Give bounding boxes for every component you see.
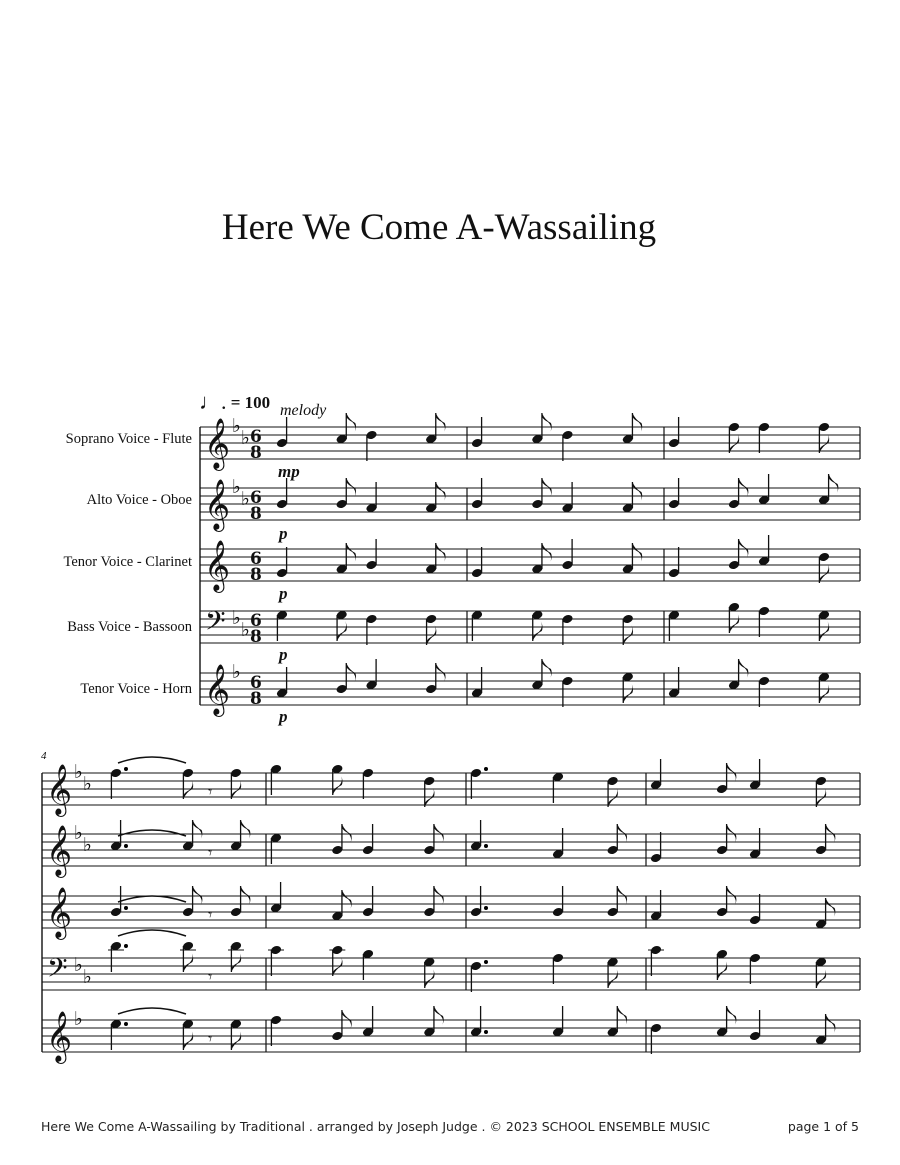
flat-sign-icon: ♭ — [241, 488, 250, 510]
treble-clef-icon: 𝄞 — [46, 1011, 73, 1062]
augmentation-dot — [124, 906, 128, 910]
augmentation-dot — [124, 944, 128, 948]
note-flag — [623, 683, 633, 703]
tie — [118, 896, 186, 902]
instrument-label-horn: Tenor Voice - Horn — [80, 681, 192, 697]
note-flag — [231, 1030, 241, 1050]
instrument-label-clarinet: Tenor Voice - Clarinet — [63, 554, 192, 570]
dynamic-marking: p — [279, 584, 288, 603]
dynamic-marking: p — [279, 707, 288, 726]
copyright-footer: Here We Come A-Wassailing by Traditional . arranged by Joseph Judge . © 2023 SCHOOL ENSEMBLE MUSIC — [41, 1119, 710, 1134]
note-flag — [632, 482, 642, 502]
flat-sign-icon: ♭ — [74, 954, 83, 976]
eighth-rest-icon: 𝄾 — [208, 967, 213, 986]
time-signature-top: 6 — [250, 549, 262, 569]
tie — [118, 757, 186, 763]
flat-sign-icon: ♭ — [232, 607, 241, 629]
note-flag — [542, 413, 552, 433]
instrument-label-flute: Soprano Voice - Flute — [65, 431, 192, 447]
dynamic-marking: mp — [278, 462, 300, 481]
augmentation-dot — [484, 844, 488, 848]
note-flag — [816, 968, 826, 988]
note-flag — [826, 898, 836, 918]
treble-clef-icon: 𝄞 — [204, 664, 231, 715]
note-flag — [193, 820, 203, 840]
flat-sign-icon: ♭ — [241, 619, 250, 641]
eighth-rest-icon: 𝄾 — [208, 782, 213, 801]
flat-sign-icon: ♭ — [74, 822, 83, 844]
treble-clef-icon: 𝄞 — [46, 825, 73, 876]
dotted-quarter-note-icon: ♩. — [199, 389, 227, 414]
augmentation-dot — [484, 1030, 488, 1034]
page-number: page 1 of 5 — [787, 1119, 859, 1134]
augmentation-dot — [484, 906, 488, 910]
bass-clef-icon: 𝄢 — [47, 952, 68, 990]
note-flag — [346, 413, 356, 433]
time-signature-top: 6 — [250, 673, 262, 693]
note-flag — [617, 1006, 627, 1026]
note-flag — [717, 960, 727, 980]
page-title: Here We Come A-Wassailing — [221, 207, 657, 248]
tie — [118, 830, 186, 836]
note-flag — [826, 1014, 836, 1034]
flat-sign-icon: ♭ — [232, 476, 241, 498]
augmentation-dot — [124, 767, 128, 771]
note-flag — [231, 952, 241, 972]
instrument-label-bassoon: Bass Voice - Bassoon — [67, 619, 192, 635]
dynamic-marking: p — [279, 524, 288, 543]
time-signature-top: 6 — [250, 427, 262, 447]
time-signature-top: 6 — [250, 488, 262, 508]
measure-number: 4 — [41, 750, 47, 762]
eighth-rest-icon: 𝄾 — [208, 1029, 213, 1048]
note-flag — [729, 613, 739, 633]
note-flag — [533, 621, 543, 641]
note-flag — [436, 413, 446, 433]
note-flag — [727, 1006, 737, 1026]
note-flag — [632, 543, 642, 563]
note-flag — [337, 621, 347, 641]
note-flag — [739, 659, 749, 679]
note-flag — [819, 683, 829, 703]
flat-sign-icon: ♭ — [74, 761, 83, 783]
flat-sign-icon: ♭ — [74, 1008, 83, 1030]
time-signature-bottom: 8 — [250, 565, 262, 585]
treble-clef-icon: 𝄞 — [204, 418, 231, 469]
time-signature-bottom: 8 — [250, 689, 262, 709]
note-flag — [436, 482, 446, 502]
expression-text: melody — [280, 402, 327, 419]
note-flag — [542, 659, 552, 679]
note-flag — [608, 968, 618, 988]
note-flag — [819, 621, 829, 641]
eighth-rest-icon: 𝄾 — [208, 843, 213, 862]
flat-sign-icon: ♭ — [83, 773, 92, 795]
note-flag — [183, 952, 193, 972]
flat-sign-icon: ♭ — [83, 834, 92, 856]
note-flag — [346, 543, 356, 563]
treble-clef-icon: 𝄞 — [46, 887, 73, 938]
treble-clef-icon: 𝄞 — [204, 540, 231, 591]
augmentation-dot — [484, 767, 488, 771]
eighth-rest-icon: 𝄾 — [208, 905, 213, 924]
instrument-label-oboe: Alto Voice - Oboe — [86, 492, 192, 508]
time-signature-bottom: 8 — [250, 627, 262, 647]
bass-clef-icon: 𝄢 — [205, 605, 226, 643]
note-flag — [542, 543, 552, 563]
time-signature-bottom: 8 — [250, 504, 262, 524]
note-flag — [333, 775, 343, 795]
flat-sign-icon: ♭ — [241, 427, 250, 449]
flat-sign-icon: ♭ — [83, 966, 92, 988]
dynamic-marking: p — [279, 645, 288, 664]
augmentation-dot — [124, 1022, 128, 1026]
tie — [118, 930, 186, 936]
time-signature-bottom: 8 — [250, 443, 262, 463]
note-flag — [241, 820, 251, 840]
note-flag — [436, 543, 446, 563]
treble-clef-icon: 𝄞 — [204, 479, 231, 530]
tie — [118, 1008, 186, 1014]
note-flag — [183, 1030, 193, 1050]
flat-sign-icon: ♭ — [232, 661, 241, 683]
flat-sign-icon: ♭ — [232, 415, 241, 437]
note-flag — [342, 890, 352, 910]
note-flag — [632, 413, 642, 433]
augmentation-dot — [484, 960, 488, 964]
tempo-value: = 100 — [226, 393, 271, 412]
augmentation-dot — [124, 844, 128, 848]
note-flag — [829, 474, 839, 494]
note-flag — [425, 968, 435, 988]
time-signature-top: 6 — [250, 611, 262, 631]
treble-clef-icon: 𝄞 — [46, 764, 73, 815]
note-flag — [434, 1006, 444, 1026]
